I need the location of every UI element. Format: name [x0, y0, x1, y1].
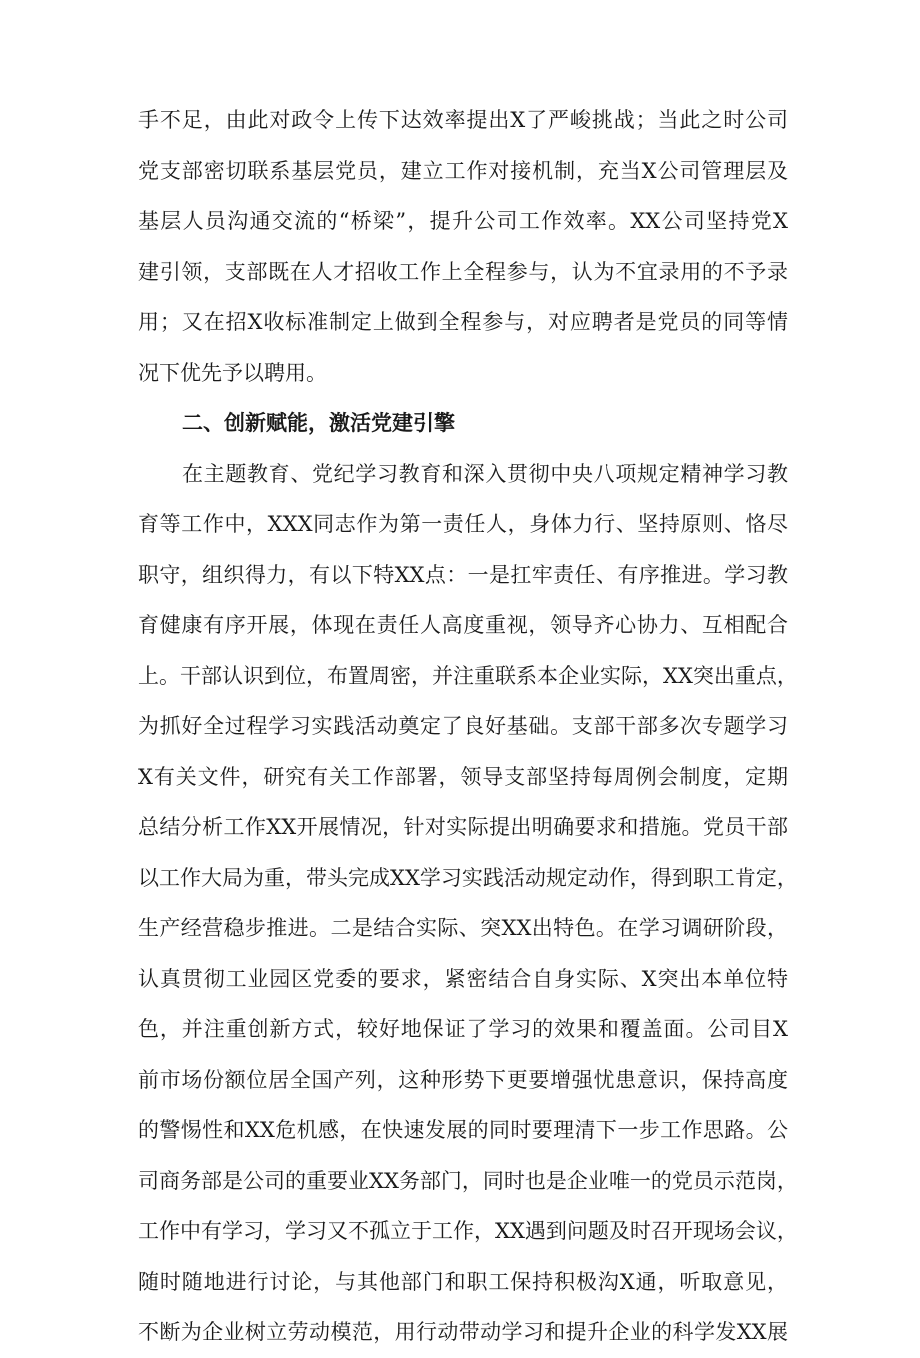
section-heading: 二、创新赋能，激活党建引擎 — [182, 411, 455, 435]
paragraph-2-line: 职守，组织得力，有以下特XX点：一是扛牢责任、有序推进。学习教 — [138, 562, 788, 587]
paragraph-2-line: 认真贯彻工业园区党委的要求，紧密结合自身实际、X突出本单位特 — [138, 966, 788, 991]
paragraph-2-line: 工作中有学习，学习又不孤立于工作，XX遇到问题及时召开现场会议， — [138, 1219, 798, 1243]
paragraph-2-line: 色，并注重创新方式，较好地保证了学习的效果和覆盖面。公司目X — [138, 1017, 788, 1041]
paragraph-2-line: 育健康有序开展，体现在责任人高度重视，领导齐心协力、互相配合 — [138, 613, 788, 637]
paragraph-2-line: 为抓好全过程学习实践活动奠定了良好基础。支部干部多次专题学习 — [138, 714, 788, 738]
paragraph-2-line: 不断为企业树立劳动模范，用行动带动学习和提升企业的科学发XX展 — [138, 1320, 788, 1344]
paragraph-1-line: 用；又在招X收标准制定上做到全程参与，对应聘者是党员的同等情 — [138, 310, 788, 334]
paragraph-2-line: 在主题教育、党纪学习教育和深入贯彻中央八项规定精神学习教 — [182, 461, 788, 486]
paragraph-2-line: 以工作大局为重，带头完成XX学习实践活动规定动作，得到职工肯定， — [138, 865, 798, 890]
paragraph-2-line: 司商务部是公司的重要业XX务部门，同时也是企业唯一的党员示范岗， — [138, 1168, 798, 1193]
paragraph-2-line: 总结分析工作XX开展情况，针对实际提出明确要求和措施。党员干部 — [138, 815, 788, 839]
paragraph-2-line: X有关文件，研究有关工作部署，领导支部坚持每周例会制度，定期 — [138, 764, 788, 789]
paragraph-1-line: 手不足，由此对政令上传下达效率提出X了严峻挑战；当此之时公司 — [138, 108, 788, 132]
paragraph-2-line: 随时随地进行讨论，与其他部门和职工保持积极沟X通，听取意见， — [138, 1269, 788, 1294]
paragraph-1-line: 基层人员沟通交流的“桥梁”，提升公司工作效率。XX公司坚持党X — [138, 209, 788, 233]
body-text — [138, 95, 798, 1358]
paragraph-1-line: 党支部密切联系基层党员，建立工作对接机制，充当X公司管理层及 — [138, 158, 788, 183]
paragraph-1-line: 建引领，支部既在人才招收工作上全程参与，认为不宜录用的不予录 — [138, 259, 788, 284]
paragraph-2-line: 上。干部认识到位，布置周密，并注重联系本企业实际，XX突出重点， — [138, 663, 798, 688]
paragraph-2-line: 前市场份额位居全国产列，这种形势下更要增强忧患意识，保持高度 — [138, 1067, 788, 1092]
paragraph-2-line: 育等工作中，XXX同志作为第一责任人，身体力行、坚持原则、恪尽 — [138, 512, 788, 536]
paragraph-1-line: 况下优先予以聘用。 — [138, 360, 327, 385]
paragraph-2-line: 生产经营稳步推进。二是结合实际、突XX出特色。在学习调研阶段， — [138, 916, 788, 940]
paragraph-2-line: 的警惕性和XX危机感，在快速发展的同时要理清下一步工作思路。公 — [138, 1118, 788, 1142]
